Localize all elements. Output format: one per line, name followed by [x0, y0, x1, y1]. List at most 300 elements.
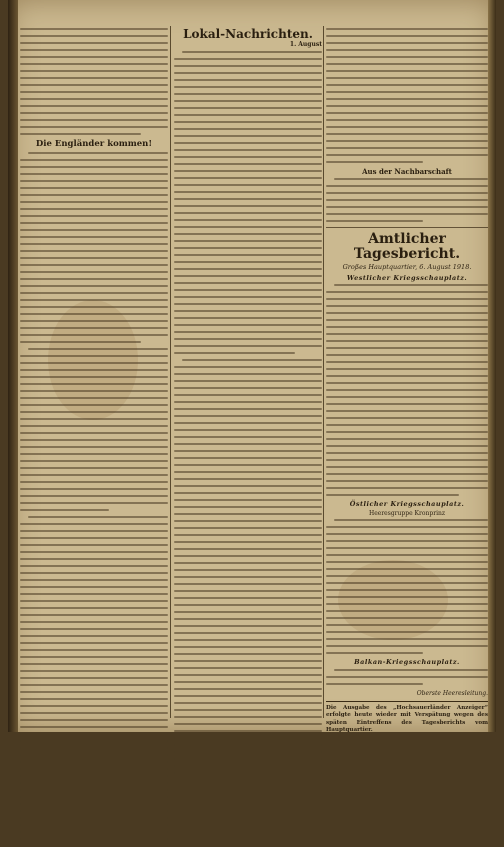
text-line: [174, 79, 322, 81]
text-line: [174, 177, 322, 179]
text-line: [326, 554, 488, 556]
text-line: [174, 317, 322, 319]
text-line: [326, 333, 488, 335]
text-line: [20, 49, 168, 51]
text-line: [174, 443, 322, 445]
text-line: [174, 604, 322, 606]
text-line: [20, 600, 168, 602]
footer-notice-box: [326, 701, 488, 735]
text-line: [182, 359, 322, 361]
text-line: [20, 775, 168, 777]
article-text: [326, 519, 488, 654]
text-line: [174, 506, 322, 508]
column-rule: [323, 26, 324, 718]
text-line: [174, 212, 322, 214]
text-line: [174, 499, 322, 501]
text-line: [326, 575, 488, 577]
text-line: [174, 562, 322, 564]
column-rule: [170, 26, 171, 718]
text-line: [174, 702, 322, 704]
text-line: [326, 119, 488, 121]
text-line: [20, 243, 168, 245]
text-line: [20, 593, 168, 595]
text-line: [326, 291, 488, 293]
text-line: [326, 452, 488, 454]
text-line: [174, 737, 322, 739]
text-line: [174, 765, 322, 767]
newspaper-page: [8, 0, 496, 732]
text-line: [20, 105, 168, 107]
text-line: [20, 173, 168, 175]
text-line: [20, 726, 168, 728]
text-line: [20, 572, 168, 574]
text-line: [20, 334, 168, 336]
text-line: [326, 645, 488, 647]
text-line: [326, 213, 488, 215]
text-line: [20, 133, 141, 135]
text-line: [174, 128, 322, 130]
text-line: [326, 683, 423, 685]
text-line: [20, 782, 168, 784]
text-line: [174, 184, 322, 186]
text-line: [326, 326, 488, 328]
text-line: [174, 345, 322, 347]
text-line: [174, 198, 322, 200]
text-line: [20, 460, 168, 462]
text-line: [174, 380, 322, 382]
text-line: [174, 163, 322, 165]
text-line: [326, 361, 488, 363]
text-line: [20, 747, 168, 749]
report-dateline: Großes Hauptquartier, 6. August 1918.: [342, 263, 472, 272]
text-line: [20, 159, 168, 161]
text-line: [174, 429, 322, 431]
text-line: [20, 705, 168, 707]
text-line: [326, 561, 488, 563]
text-line: [326, 676, 488, 678]
text-line: [174, 149, 322, 151]
text-line: [326, 105, 488, 107]
text-line: [20, 42, 168, 44]
text-line: [20, 63, 168, 65]
text-line: [20, 523, 168, 525]
text-line: [174, 464, 322, 466]
text-line: [20, 453, 168, 455]
text-line: [174, 478, 322, 480]
text-line: [174, 338, 322, 340]
text-line: [174, 681, 322, 683]
text-line: [20, 789, 168, 791]
text-line: [20, 257, 168, 259]
text-line: [174, 72, 322, 74]
text-line: [174, 667, 322, 669]
text-line: [20, 803, 168, 805]
text-line: [20, 810, 168, 812]
text-line: [174, 156, 322, 158]
article-text: [326, 284, 488, 496]
text-line: [20, 236, 168, 238]
text-line: [174, 254, 322, 256]
text-line: [174, 247, 322, 249]
text-line: [20, 77, 168, 79]
text-line: [326, 84, 488, 86]
text-line: [20, 754, 168, 756]
text-line: [326, 375, 488, 377]
column-middle: [174, 28, 322, 718]
text-line: [20, 502, 168, 504]
text-line: [20, 432, 168, 434]
article-text: [20, 152, 168, 847]
section-south-heading: Balkan-Kriegsschauplatz.: [354, 658, 460, 667]
section-west-heading: Westlicher Kriegsschauplatz.: [346, 273, 468, 282]
text-line: [20, 126, 168, 128]
text-line: [174, 576, 322, 578]
text-line: [174, 233, 322, 235]
text-line: [174, 135, 322, 137]
text-line: [326, 526, 488, 528]
text-line: [20, 229, 168, 231]
text-line: [174, 408, 322, 410]
text-line: [326, 438, 488, 440]
article-text: [326, 178, 488, 222]
text-line: [174, 653, 322, 655]
text-line: [174, 65, 322, 67]
text-line: [174, 520, 322, 522]
text-line: [20, 712, 168, 714]
text-line: [174, 352, 295, 354]
text-line: [174, 331, 322, 333]
text-line: [20, 306, 168, 308]
text-line: [326, 77, 488, 79]
text-line: [20, 313, 168, 315]
text-line: [20, 285, 168, 287]
text-line: [326, 568, 488, 570]
article-heading: Die Engländer kommen!: [35, 139, 153, 149]
text-line: [174, 660, 322, 662]
text-line: [174, 296, 322, 298]
text-line: [326, 35, 488, 37]
text-line: [20, 796, 168, 798]
text-line: [20, 201, 168, 203]
text-line: [174, 646, 322, 648]
article-text: [20, 28, 168, 135]
text-line: [326, 652, 423, 654]
text-line: [326, 410, 488, 412]
text-line: [326, 185, 488, 187]
text-line: [20, 509, 109, 511]
text-line: [326, 638, 488, 640]
text-line: [326, 631, 488, 633]
text-line: [20, 355, 168, 357]
text-line: [20, 194, 168, 196]
text-line: [174, 569, 322, 571]
text-line: [20, 383, 168, 385]
text-line: [174, 289, 322, 291]
text-line: [326, 424, 488, 426]
text-line: [174, 58, 322, 60]
text-line: [182, 51, 322, 53]
text-line: [326, 98, 488, 100]
text-line: [28, 348, 168, 350]
text-line: [20, 663, 168, 665]
text-line: [20, 84, 168, 86]
text-line: [174, 275, 322, 277]
text-line: [326, 389, 488, 391]
text-line: [174, 527, 322, 529]
text-line: [174, 422, 322, 424]
text-line: [20, 831, 168, 833]
text-line: [326, 298, 488, 300]
text-line: [20, 698, 168, 700]
text-line: [174, 548, 322, 550]
text-line: [28, 152, 168, 154]
text-line: [20, 56, 168, 58]
text-line: [174, 219, 322, 221]
footer-notice: Die Ausgabe des „Hochsauerländer Anzeiger“ erfolgte heute wieder mit Verspätung wegen des späten Eintreffens des Tagesberichts vom Hauptquartier.: [326, 704, 488, 734]
text-line: [20, 70, 168, 72]
text-line: [174, 716, 322, 718]
text-line: [326, 199, 488, 201]
text-line: [174, 394, 322, 396]
text-line: [174, 324, 322, 326]
text-line: [326, 126, 488, 128]
text-line: [20, 180, 168, 182]
text-line: [326, 312, 488, 314]
text-line: [326, 56, 488, 58]
text-line: [20, 98, 168, 100]
page-edge: [488, 0, 496, 732]
text-line: [326, 192, 488, 194]
text-line: [326, 28, 488, 30]
text-line: [20, 292, 168, 294]
text-line: [20, 677, 168, 679]
text-line: [326, 494, 459, 496]
text-line: [28, 516, 168, 518]
text-line: [326, 473, 488, 475]
article-text: [174, 51, 322, 774]
text-line: [334, 284, 488, 286]
text-line: [174, 751, 322, 753]
text-line: [20, 397, 168, 399]
text-line: [174, 709, 322, 711]
text-line: [20, 362, 168, 364]
column-left: [20, 28, 168, 718]
text-line: [20, 558, 168, 560]
text-line: [174, 303, 322, 305]
text-line: [326, 533, 488, 535]
text-line: [20, 418, 168, 420]
text-line: [326, 91, 488, 93]
text-line: [174, 695, 322, 697]
text-line: [20, 320, 168, 322]
text-line: [174, 86, 322, 88]
text-line: [326, 340, 488, 342]
text-line: [326, 540, 488, 542]
text-line: [20, 264, 168, 266]
text-line: [20, 684, 168, 686]
text-line: [334, 669, 488, 671]
text-line: [20, 215, 168, 217]
text-line: [20, 537, 168, 539]
text-line: [326, 70, 488, 72]
text-line: [20, 740, 168, 742]
text-line: [174, 730, 322, 732]
text-line: [174, 282, 322, 284]
text-line: [20, 341, 141, 343]
text-line: [20, 481, 168, 483]
text-line: [326, 220, 423, 222]
text-line: [20, 299, 168, 301]
text-line: [174, 555, 322, 557]
section-east-heading: Östlicher Kriegsschauplatz.: [349, 499, 465, 508]
text-line: [326, 396, 488, 398]
text-line: [20, 649, 168, 651]
text-line: [20, 565, 168, 567]
report-title: Amtlicher Tagesbericht.: [353, 230, 461, 263]
text-line: [20, 278, 168, 280]
text-line: [326, 206, 488, 208]
text-line: [174, 674, 322, 676]
text-line: [326, 624, 488, 626]
text-line: [20, 579, 168, 581]
text-line: [174, 513, 322, 515]
text-line: [326, 354, 488, 356]
text-line: [20, 28, 168, 30]
notice-heading: Aus der Nachbarschaft: [362, 167, 452, 176]
text-line: [174, 541, 322, 543]
text-line: [20, 187, 168, 189]
text-line: [20, 824, 168, 826]
column-right: [326, 28, 488, 734]
text-line: [174, 415, 322, 417]
text-line: [20, 670, 168, 672]
text-line: [326, 305, 488, 307]
text-line: [174, 373, 322, 375]
text-line: [20, 446, 168, 448]
text-line: [326, 459, 488, 461]
text-line: [174, 583, 322, 585]
text-line: [174, 492, 322, 494]
text-line: [334, 178, 488, 180]
text-line: [20, 425, 168, 427]
text-line: [20, 691, 168, 693]
text-line: [20, 369, 168, 371]
text-line: [174, 590, 322, 592]
divider: [326, 227, 488, 228]
text-line: [326, 547, 488, 549]
text-line: [20, 838, 168, 840]
text-line: [174, 611, 322, 613]
text-line: [326, 140, 488, 142]
dateline: 1. August: [289, 41, 322, 49]
text-line: [174, 457, 322, 459]
text-line: [20, 544, 168, 546]
text-line: [20, 621, 168, 623]
text-line: [20, 390, 168, 392]
text-line: [20, 376, 168, 378]
text-line: [174, 310, 322, 312]
text-line: [20, 530, 168, 532]
text-line: [326, 347, 488, 349]
text-line: [20, 222, 168, 224]
text-line: [174, 632, 322, 634]
text-line: [20, 488, 168, 490]
text-line: [20, 439, 168, 441]
text-line: [326, 319, 488, 321]
text-line: [174, 625, 322, 627]
text-line: [20, 607, 168, 609]
text-line: [20, 208, 168, 210]
text-line: [20, 635, 168, 637]
text-line: [174, 597, 322, 599]
section-east-subheading: Heeresgruppe Kronprinz: [368, 509, 446, 517]
text-line: [326, 480, 488, 482]
text-line: [326, 154, 488, 156]
text-line: [20, 586, 168, 588]
text-line: [20, 656, 168, 658]
text-line: [20, 250, 168, 252]
article-text: [326, 28, 488, 163]
text-line: [174, 191, 322, 193]
text-line: [20, 628, 168, 630]
text-line: [20, 719, 168, 721]
text-line: [326, 603, 488, 605]
text-line: [20, 119, 168, 121]
text-line: [326, 445, 488, 447]
text-line: [20, 35, 168, 37]
text-line: [174, 170, 322, 172]
text-line: [20, 467, 168, 469]
text-line: [174, 436, 322, 438]
text-line: [174, 485, 322, 487]
text-line: [174, 121, 322, 123]
text-line: [174, 772, 322, 774]
text-line: [20, 642, 168, 644]
report-signature: Oberste Heeresleitung.: [416, 689, 488, 697]
text-line: [326, 487, 488, 489]
text-line: [326, 42, 488, 44]
text-line: [174, 534, 322, 536]
text-line: [174, 471, 322, 473]
text-line: [20, 166, 168, 168]
text-line: [20, 768, 168, 770]
text-line: [20, 411, 168, 413]
text-line: [174, 387, 322, 389]
text-line: [20, 271, 168, 273]
text-line: [174, 240, 322, 242]
text-line: [326, 582, 488, 584]
text-line: [326, 368, 488, 370]
text-line: [326, 466, 488, 468]
text-line: [174, 366, 322, 368]
text-line: [174, 688, 322, 690]
text-line: [20, 495, 168, 497]
text-line: [326, 133, 488, 135]
text-line: [334, 519, 488, 521]
text-line: [326, 617, 488, 619]
text-line: [174, 114, 322, 116]
text-line: [326, 403, 488, 405]
text-line: [326, 63, 488, 65]
text-line: [174, 268, 322, 270]
text-line: [326, 589, 488, 591]
text-line: [174, 93, 322, 95]
text-line: [174, 639, 322, 641]
text-line: [174, 450, 322, 452]
text-line: [174, 205, 322, 207]
text-line: [20, 112, 168, 114]
page-binding: [8, 0, 18, 732]
